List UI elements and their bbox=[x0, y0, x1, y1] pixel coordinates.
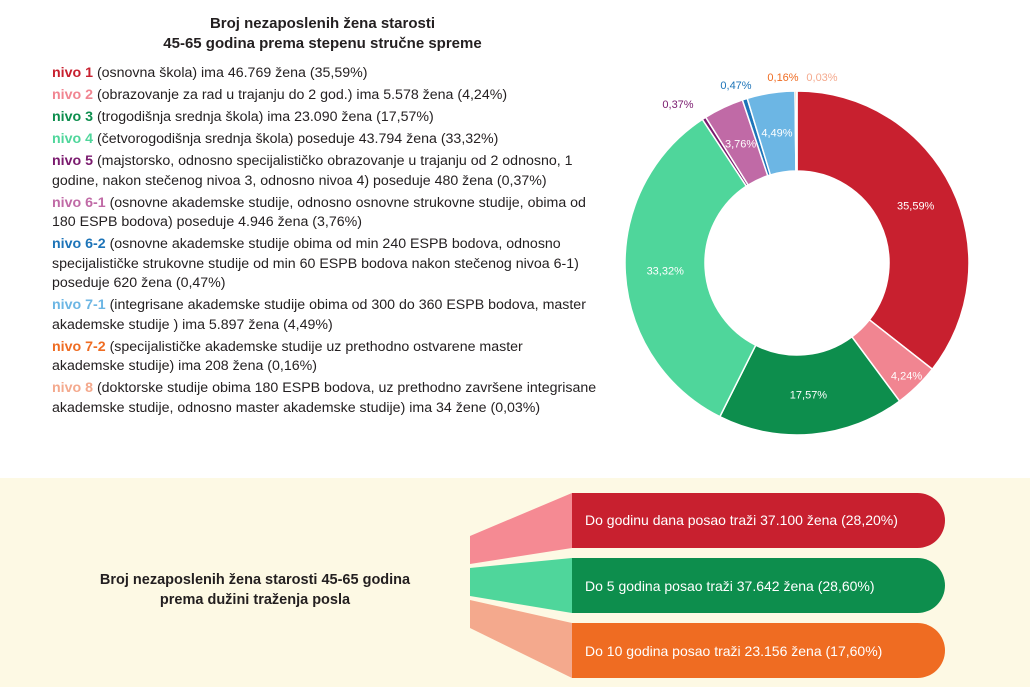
legend-level-label: nivo 6-2 bbox=[52, 236, 106, 252]
funnel-shape bbox=[470, 600, 572, 678]
duration-label-5-years: Do 5 godina posao traži 37.642 žena (28,60%) bbox=[585, 578, 875, 594]
legend-level-label: nivo 4 bbox=[52, 131, 93, 147]
duration-label-1-year: Do godinu dana posao traži 37.100 žena (28,20%) bbox=[585, 512, 898, 528]
donut-slice-label: 4,24% bbox=[890, 370, 923, 383]
donut-slice-label: 3,76% bbox=[725, 138, 757, 151]
chart-title-line-1: Broj nezaposlenih žena starosti bbox=[209, 15, 436, 32]
legend-level-description: (osnovna škola) ima 46.769 žena (35,59%) bbox=[93, 65, 368, 81]
donut-slice-label: 0,47% bbox=[720, 80, 752, 92]
legend-item bbox=[52, 296, 597, 335]
donut-slices bbox=[625, 91, 969, 435]
legend-level-label: nivo 7-2 bbox=[52, 338, 106, 355]
duration-title bbox=[40, 570, 470, 610]
duration-title-line-1: Broj nezaposlenih žena starosti 45-65 godina bbox=[99, 572, 411, 588]
donut-slice-nivo-1 bbox=[797, 91, 969, 369]
legend-level-description: (obrazovanje za rad u trajanju do 2 god.) ima 5.578 žena (4,24%) bbox=[93, 87, 508, 103]
legend-item bbox=[52, 152, 597, 191]
donut-slice-label: 33,32% bbox=[646, 265, 684, 278]
funnel-shapes bbox=[470, 493, 572, 678]
donut-slice-label: 0,16% bbox=[767, 72, 799, 84]
duration-label-10-years: Do 10 godina posao traži 23.156 žena (17,60%) bbox=[585, 643, 883, 659]
legend-level-description: (trogodišnja srednja škola) ima 23.090 žena (17,57%) bbox=[93, 109, 434, 125]
legend-item bbox=[52, 338, 597, 377]
legend-item bbox=[52, 194, 597, 233]
legend-item bbox=[52, 64, 597, 84]
legend-item bbox=[52, 130, 597, 150]
legend-level-label: nivo 7-1 bbox=[52, 297, 106, 313]
donut-slice-label: 4,49% bbox=[761, 127, 793, 140]
legend-level-description: (specijalističke akademske studije uz prethodno ostvarene master akademske studije) ima 208 žena (0,16%) bbox=[52, 338, 523, 374]
duration-title-line-2: prema dužini traženja posla bbox=[159, 592, 351, 608]
donut-slice-label: 17,57% bbox=[789, 389, 828, 402]
legend-level-description: (osnovne akademske studije, odnosno osnovne strukovne studije, obima od 180 ESPB bodova) poseduje 4.946 žena (3,76%) bbox=[52, 194, 586, 230]
donut-slice-label: 0,03% bbox=[806, 72, 838, 84]
job-search-duration-panel bbox=[0, 478, 1030, 687]
legend-level-label: nivo 1 bbox=[52, 65, 93, 81]
chart-title bbox=[110, 14, 535, 54]
legend-item bbox=[52, 108, 597, 128]
legend-level-description: (osnovne akademske studije obima od min 240 ESPB bodova, odnosno specijalističke strukovne studije od min 60 ESPB bodova nakon stečenog nivoa 6-1) poseduje 620 žena (0,47%) bbox=[52, 236, 579, 291]
donut-slice-label: 35,59% bbox=[897, 200, 935, 213]
legend-level-description: (doktorske studije obima 180 ESPB bodova, uz prethodno završene integrisane akademske studije, odnosno master akademske studije) ima 34 žene (0,03%) bbox=[52, 380, 597, 416]
legend-level-label: nivo 3 bbox=[52, 109, 93, 125]
legend-level-description: (majstorsko, odnosno specijalističko obrazovanje u trajanju od 2 odnosno, 1 godine, nakon stečenog nivoa 3, odnosno nivoa 4) poseduje 480 žena (0,37%) bbox=[52, 153, 573, 189]
legend-level-label: nivo 5 bbox=[52, 153, 93, 169]
donut-slice-label: 0,37% bbox=[662, 99, 694, 111]
education-level-legend bbox=[52, 64, 597, 421]
funnel-shape bbox=[470, 493, 572, 564]
legend-level-label: nivo 2 bbox=[52, 87, 93, 103]
legend-item bbox=[52, 86, 597, 106]
chart-title-line-2: 45-65 godina prema stepenu stručne spreme bbox=[163, 35, 482, 52]
legend-item bbox=[52, 235, 597, 294]
legend-level-description: (četvorogodišnja srednja škola) poseduje 43.794 žena (33,32%) bbox=[93, 131, 499, 147]
legend-level-label: nivo 6-1 bbox=[52, 194, 106, 211]
legend-level-label: nivo 8 bbox=[52, 380, 93, 396]
legend-item bbox=[52, 379, 597, 418]
legend-level-description: (integrisane akademske studije obima od 300 do 360 ESPB bodova, master akademske studije ) ima 5.897 žena (4,49%) bbox=[52, 297, 586, 333]
education-donut-chart bbox=[600, 60, 1000, 460]
